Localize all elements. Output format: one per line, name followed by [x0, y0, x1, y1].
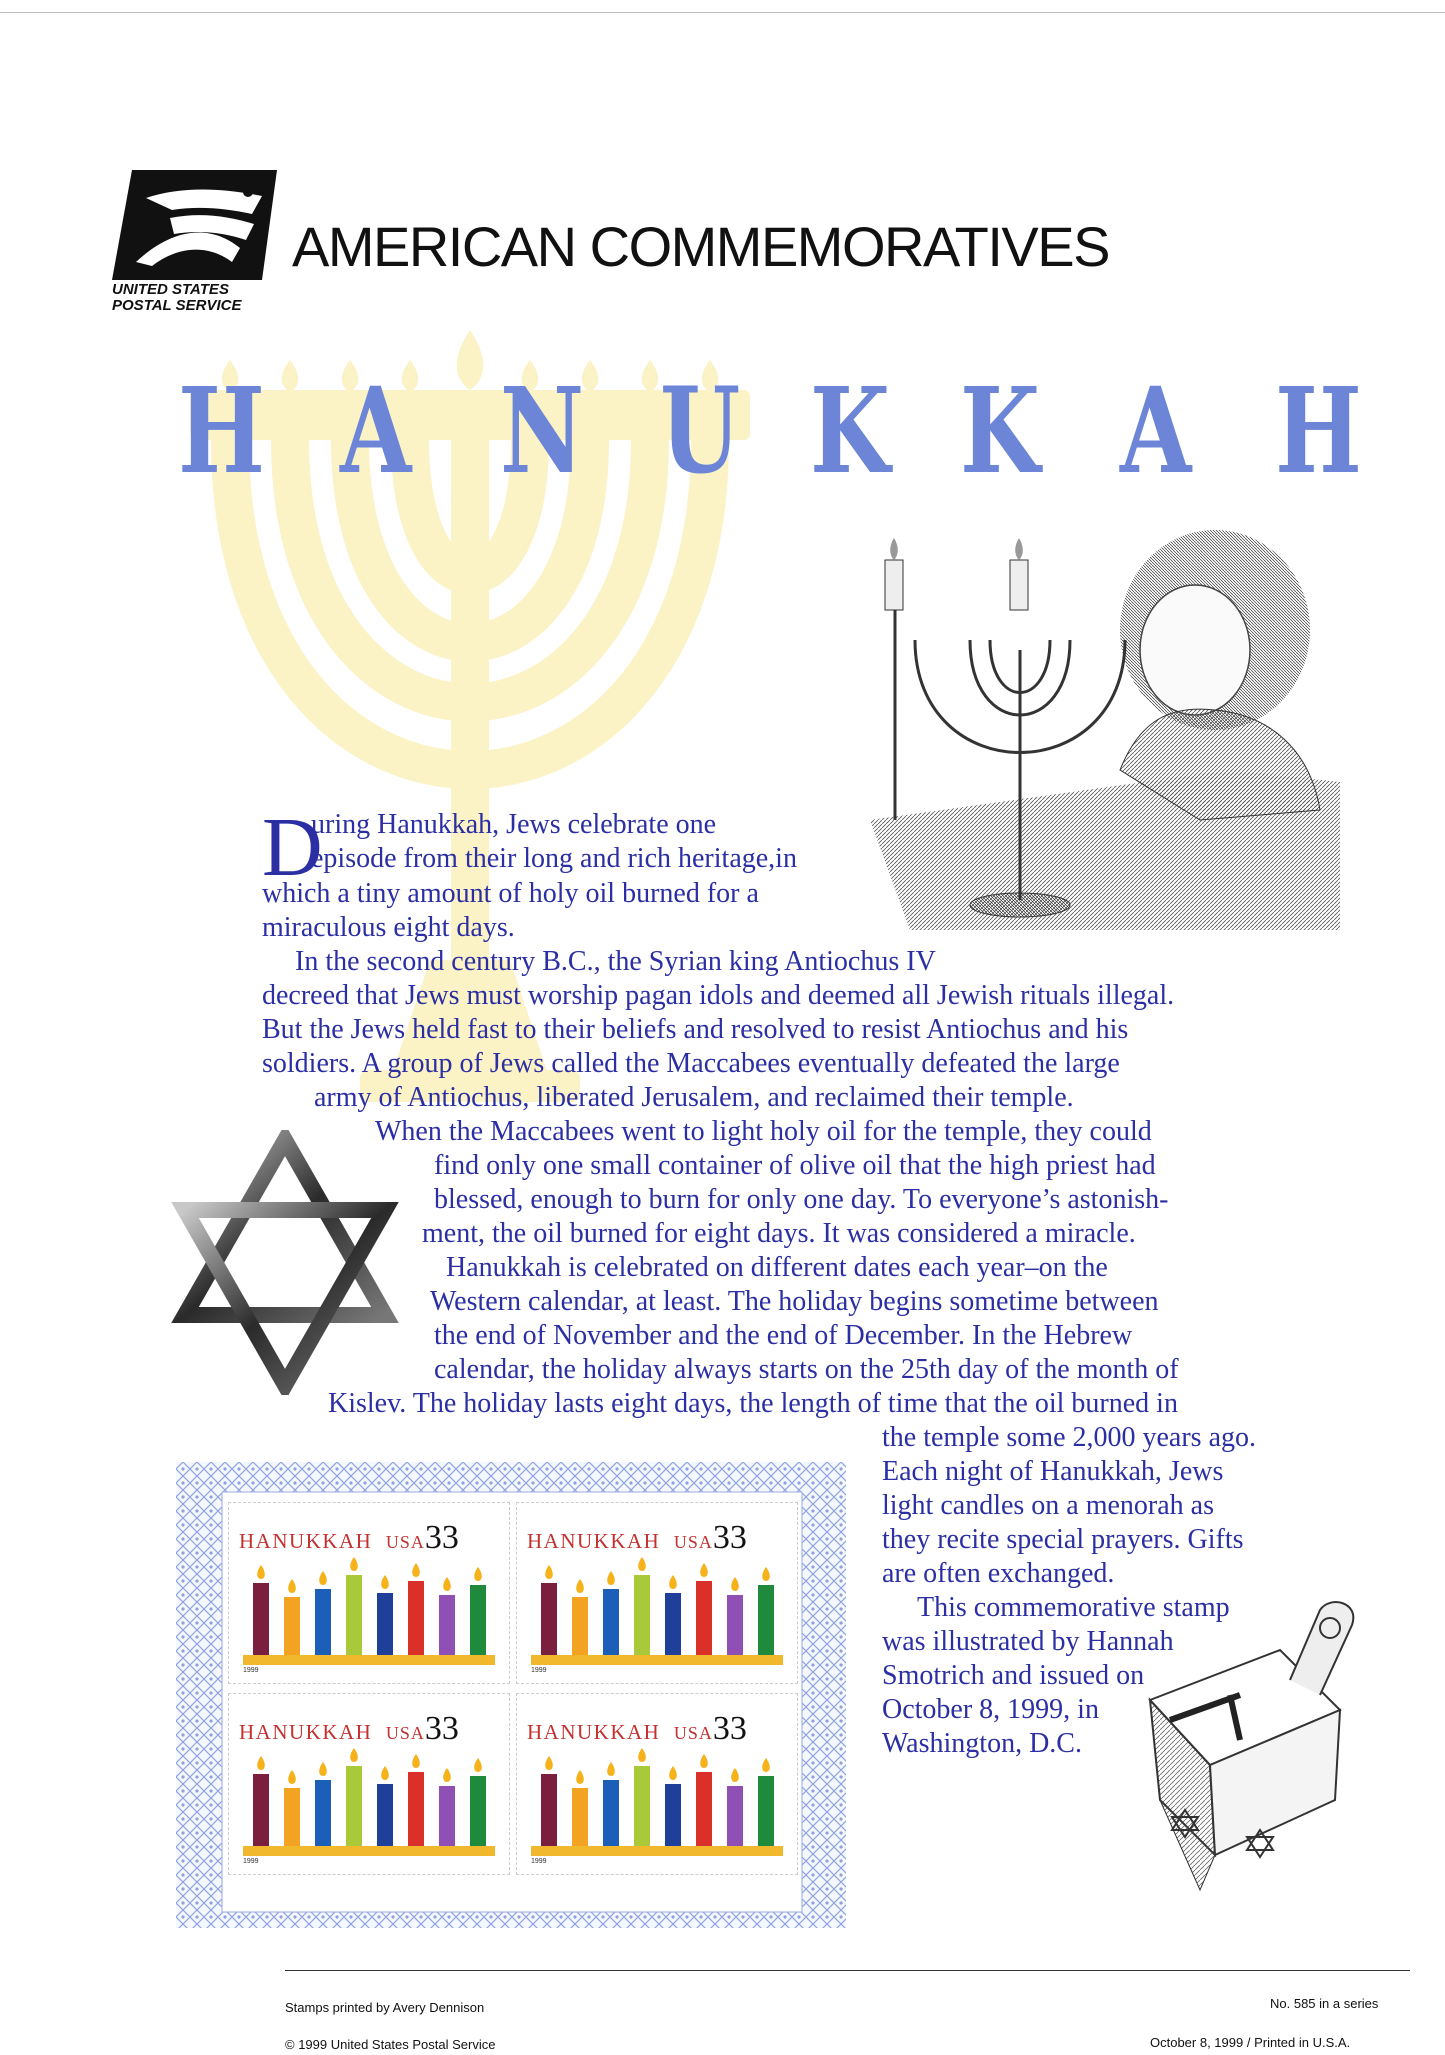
stamp-year: 1999 — [531, 1858, 547, 1865]
candle — [315, 1780, 331, 1846]
candle-flame — [762, 1758, 770, 1772]
candle-flame — [412, 1754, 420, 1768]
candle — [284, 1597, 300, 1655]
stamp-denomination: 33 — [712, 1519, 747, 1556]
candle-flame — [443, 1768, 451, 1782]
candle — [408, 1581, 424, 1655]
body-line: blessed, enough to burn for only one day. To everyone’s astonish- — [434, 1184, 1169, 1215]
candle — [696, 1772, 712, 1846]
candle — [758, 1585, 774, 1655]
title-letter: A — [340, 361, 412, 500]
candle — [634, 1766, 650, 1846]
candle — [665, 1593, 681, 1655]
candle-flame — [545, 1565, 553, 1579]
candle-illustration — [527, 1555, 787, 1675]
title-letter: H — [178, 361, 265, 500]
candle-flame — [607, 1571, 615, 1585]
body-line: Hanukkah is celebrated on different dates each year–on the — [446, 1252, 1108, 1283]
candle-flame — [381, 1766, 389, 1780]
stamp-title: HANUKKAH — [239, 1720, 373, 1744]
title-letter: H — [1275, 361, 1362, 500]
candle-flame — [638, 1557, 646, 1571]
candle-flame — [700, 1754, 708, 1768]
candle-flame — [669, 1575, 677, 1589]
body-line: light candles on a menorah as — [882, 1490, 1215, 1521]
candle — [470, 1776, 486, 1846]
candle-flame — [319, 1571, 327, 1585]
candle-illustration — [239, 1555, 499, 1675]
candle — [727, 1595, 743, 1655]
body-line: find only one small container of olive oil that the high priest had — [434, 1150, 1156, 1181]
body-line: But the Jews held fast to their beliefs and resolved to resist Antiochus and his — [262, 1014, 1129, 1045]
copyright-notice: © 1999 United States Postal Service — [285, 2037, 496, 2052]
stamp-denomination: 33 — [424, 1710, 459, 1747]
candle-flame — [257, 1565, 265, 1579]
hanukkah-stamp — [516, 1693, 798, 1875]
body-line: was illustrated by Hannah — [882, 1626, 1174, 1657]
footer-rule — [285, 1970, 1410, 1971]
candle — [253, 1583, 269, 1655]
stamp-title: HANUKKAH — [239, 1529, 373, 1553]
hanukkah-stamp — [516, 1502, 798, 1684]
stamp-year: 1999 — [243, 1858, 259, 1865]
candle-flame — [350, 1748, 358, 1762]
body-line: which a tiny amount of holy oil burned for a — [262, 878, 759, 909]
body-line: decreed that Jews must worship pagan idols and deemed all Jewish rituals illegal. — [262, 980, 1175, 1011]
candle-flame — [576, 1770, 584, 1784]
candle-flame — [731, 1577, 739, 1591]
candle — [346, 1575, 362, 1655]
stamp-country: USA — [385, 1532, 425, 1552]
body-line: soldiers. A group of Jews called the Maccabees eventually defeated the large — [262, 1048, 1120, 1079]
body-line: When the Maccabees went to light holy oil for the temple, they could — [375, 1116, 1152, 1147]
body-line: army of Antiochus, liberated Jerusalem, and reclaimed their temple. — [314, 1082, 1074, 1113]
stamp-country: USA — [673, 1532, 713, 1552]
candle-flame — [669, 1766, 677, 1780]
candle-illustration — [527, 1746, 787, 1866]
candle-flame — [731, 1768, 739, 1782]
candle — [541, 1583, 557, 1655]
body-line: Washington, D.C. — [882, 1728, 1082, 1759]
body-line: are often exchanged. — [882, 1558, 1115, 1589]
hanukkah-stamp — [228, 1693, 510, 1875]
body-line: the temple some 2,000 years ago. — [882, 1422, 1257, 1453]
candle — [572, 1788, 588, 1846]
candle-flame — [762, 1567, 770, 1581]
candle — [727, 1786, 743, 1846]
stamp-denomination: 33 — [712, 1710, 747, 1747]
stamp-header — [239, 1519, 459, 1557]
candle-base — [243, 1655, 495, 1665]
candle-flame — [319, 1762, 327, 1776]
candle — [758, 1776, 774, 1846]
child-with-menorah-engraving — [870, 520, 1340, 930]
candle-flame — [257, 1756, 265, 1770]
agency-line-1: UNITED STATES — [112, 281, 229, 298]
body-line: Western calendar, at least. The holiday begins sometime between — [430, 1286, 1159, 1317]
candle-flame — [607, 1762, 615, 1776]
candle-base — [243, 1846, 495, 1856]
candle — [346, 1766, 362, 1846]
candle — [377, 1593, 393, 1655]
candle — [253, 1774, 269, 1846]
candle — [603, 1589, 619, 1655]
stamp-header — [239, 1710, 459, 1748]
candle-flame — [288, 1770, 296, 1784]
body-line: episode from their long and rich heritage,in — [311, 843, 797, 874]
star-of-david-icon — [170, 1130, 400, 1395]
candle-base — [531, 1655, 783, 1665]
stamp-country: USA — [673, 1723, 713, 1743]
body-line: uring Hanukkah, Jews celebrate one — [311, 809, 717, 840]
candle-base — [531, 1846, 783, 1856]
candle-flame — [576, 1579, 584, 1593]
body-line: Kislev. The holiday lasts eight days, the length of time that the oil burned in — [328, 1388, 1178, 1419]
candle-flame — [350, 1557, 358, 1571]
body-line: Each night of Hanukkah, Jews — [882, 1456, 1224, 1487]
stamp-denomination: 33 — [424, 1519, 459, 1556]
candle — [572, 1597, 588, 1655]
body-line: October 8, 1999, in — [882, 1694, 1099, 1725]
body-line: ment, the oil burned for eight days. It was considered a miracle. — [422, 1218, 1136, 1249]
title-letter: A — [1120, 361, 1192, 500]
body-line: Smotrich and issued on — [882, 1660, 1145, 1691]
candle — [439, 1786, 455, 1846]
candle — [439, 1595, 455, 1655]
candle — [315, 1589, 331, 1655]
candle-flame — [474, 1758, 482, 1772]
candle — [634, 1575, 650, 1655]
candle — [377, 1784, 393, 1846]
candle-flame — [412, 1563, 420, 1577]
candle — [408, 1772, 424, 1846]
candle-flame — [381, 1575, 389, 1589]
hanukkah-stamp — [228, 1502, 510, 1684]
title-letter: K — [960, 361, 1040, 500]
candle-flame — [443, 1577, 451, 1591]
stamp-title: HANUKKAH — [527, 1529, 661, 1553]
stamp-title: HANUKKAH — [527, 1720, 661, 1744]
candle-flame — [288, 1579, 296, 1593]
candle-flame — [545, 1756, 553, 1770]
stamp-year: 1999 — [531, 1667, 547, 1674]
series-number: No. 585 in a series — [1270, 1996, 1379, 2011]
agency-line-2: POSTAL SERVICE — [112, 297, 242, 314]
issue-date-line: October 8, 1999 / Printed in U.S.A. — [1150, 2035, 1351, 2050]
top-rule — [0, 12, 1445, 13]
stamp-country: USA — [385, 1723, 425, 1743]
stamp-header — [527, 1519, 747, 1557]
usps-wordmark — [112, 282, 282, 314]
candle — [541, 1774, 557, 1846]
stamp-header — [527, 1710, 747, 1748]
title-letter: K — [810, 361, 890, 500]
candle — [470, 1585, 486, 1655]
body-line: This commemorative stamp — [917, 1592, 1230, 1623]
title-letter: U — [660, 361, 741, 500]
dreidel-engraving — [1090, 1590, 1370, 1900]
title-letter: N — [500, 361, 585, 500]
candle — [603, 1780, 619, 1846]
drop-cap: D — [262, 801, 323, 894]
body-line: the end of November and the end of December. In the Hebrew — [434, 1320, 1133, 1351]
candle — [284, 1788, 300, 1846]
series-title: AMERICAN COMMEMORATIVES — [292, 215, 1109, 278]
body-line: calendar, the holiday always starts on the 25th day of the month of — [434, 1354, 1179, 1385]
body-line: In the second century B.C., the Syrian king Antiochus IV — [295, 946, 936, 977]
candle-illustration — [239, 1746, 499, 1866]
candle-flame — [700, 1563, 708, 1577]
candle — [665, 1784, 681, 1846]
candle-flame — [474, 1567, 482, 1581]
candle — [696, 1581, 712, 1655]
candle-flame — [638, 1748, 646, 1762]
printer-credit: Stamps printed by Avery Dennison — [285, 2000, 485, 2015]
body-line: miraculous eight days. — [262, 912, 515, 943]
body-line: they recite special prayers. Gifts — [882, 1524, 1244, 1555]
stamp-year: 1999 — [243, 1667, 259, 1674]
